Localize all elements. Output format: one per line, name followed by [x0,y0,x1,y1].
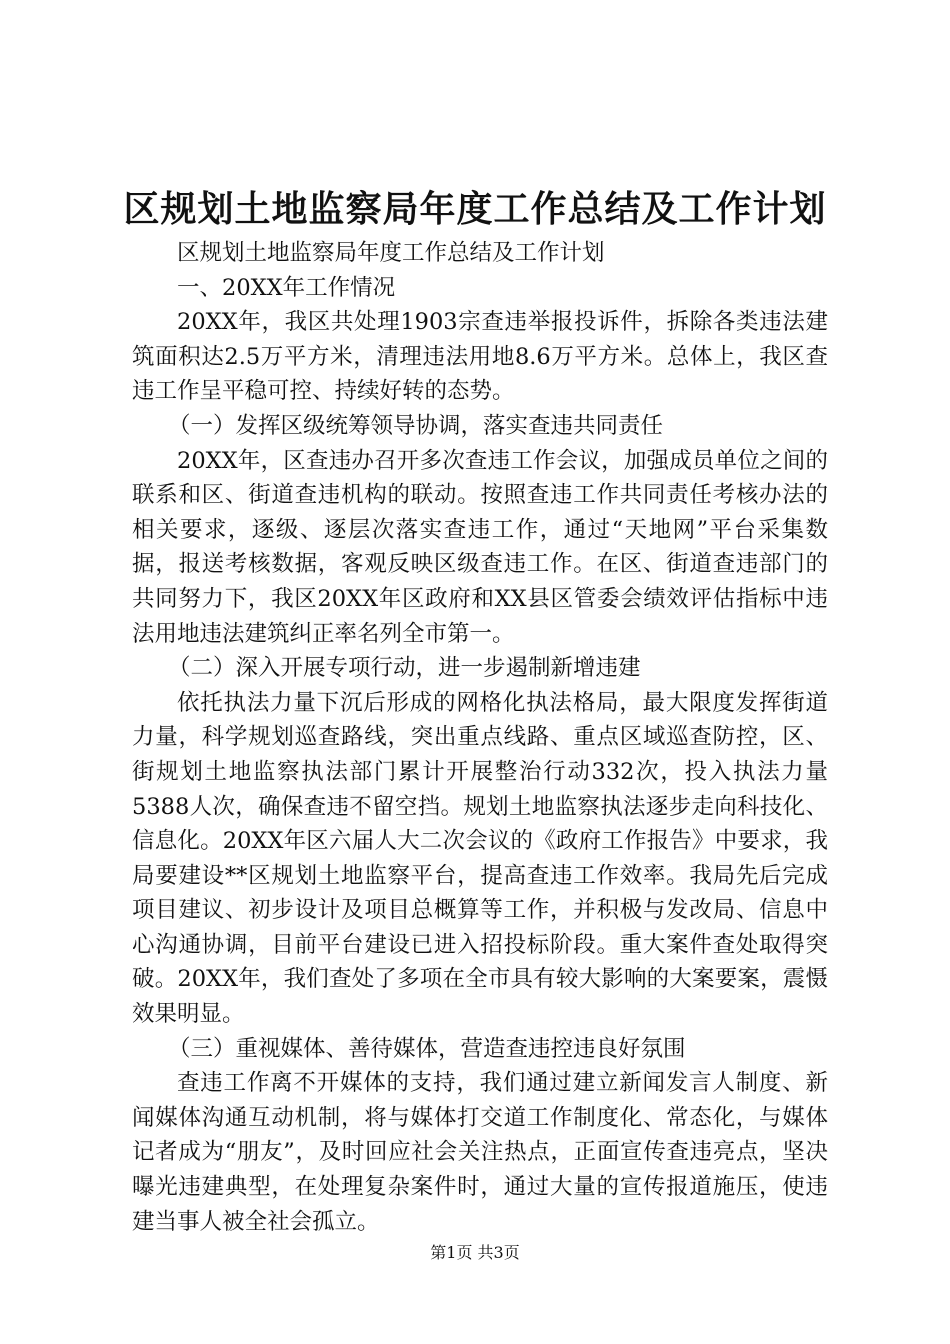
subsection-heading: （三）重视媒体、善待媒体，营造查违控违良好氛围 [168,1035,686,1062]
page-footer: 第1页 共3页 [430,1243,520,1262]
body-paragraph: 依托执法力量下沉后形成的网格化执法格局，最大限度发挥街道力量，科学规划巡查路线，突出重点线路、重点区域巡查防控，区、街规划土地监察执法部门累计开展整治行动332次，投入执法力量5388人次，确保查违不留空挡。规划土地监察执法逐步走向科技化、信息化。20XX年区六届人大二次会议的《政府工作报告》中要求，我局要建设**区规划土地监察平台，提高查违工作效率。我局先后完成项目建议、初步设计及项目总概算等工作，并积极与发改局、信息中心沟通协调，目前平台建设已进入招投标阶段。重大案件查处取得突破。20XX年，我们查处了多项在全市具有较大影响的大案要案，震慑效果明显。 [132,689,828,1028]
document-body [132,236,828,1239]
section-heading: 一、20XX年工作情况 [177,274,396,301]
body-paragraph: 20XX年，区查违办召开多次查违工作会议，加强成员单位之间的联系和区、街道查违机构的联动。按照查违工作共同责任考核办法的相关要求，逐级、逐层次落实查违工作，通过“天地网”平台采集数据，报送考核数据，客观反映区级查违工作。在区、街道查违部门的共同努力下，我区20XX年区政府和XX县区管委会绩效评估指标中违法用地违法建筑纠正率名列全市第一。 [132,447,828,647]
subsection-heading: （二）深入开展专项行动，进一步遏制新增违建 [168,655,641,682]
document-title: 区规划土地监察局年度工作总结及工作计划 [123,188,827,230]
subsection-heading: （一）发挥区级统筹领导协调，落实查违共同责任 [168,412,664,439]
subtitle-paragraph: 区规划土地监察局年度工作总结及工作计划 [177,240,605,266]
body-paragraph: 20XX年，我区共处理1903宗查违举报投诉件，拆除各类违法建筑面积达2.5万平方米，清理违法用地8.6万平方米。总体上，我区查违工作呈平稳可控、持续好转的态势。 [132,309,828,405]
body-paragraph: 查违工作离不开媒体的支持，我们通过建立新闻发言人制度、新闻媒体沟通互动机制，将与媒体打交道工作制度化、常态化，与媒体记者成为“朋友”，及时回应社会关注热点，正面宣传查违亮点，坚决曝光违建典型，在处理复杂案件时，通过大量的宣传报道施压，使违建当事人被全社会孤立。 [132,1070,828,1235]
